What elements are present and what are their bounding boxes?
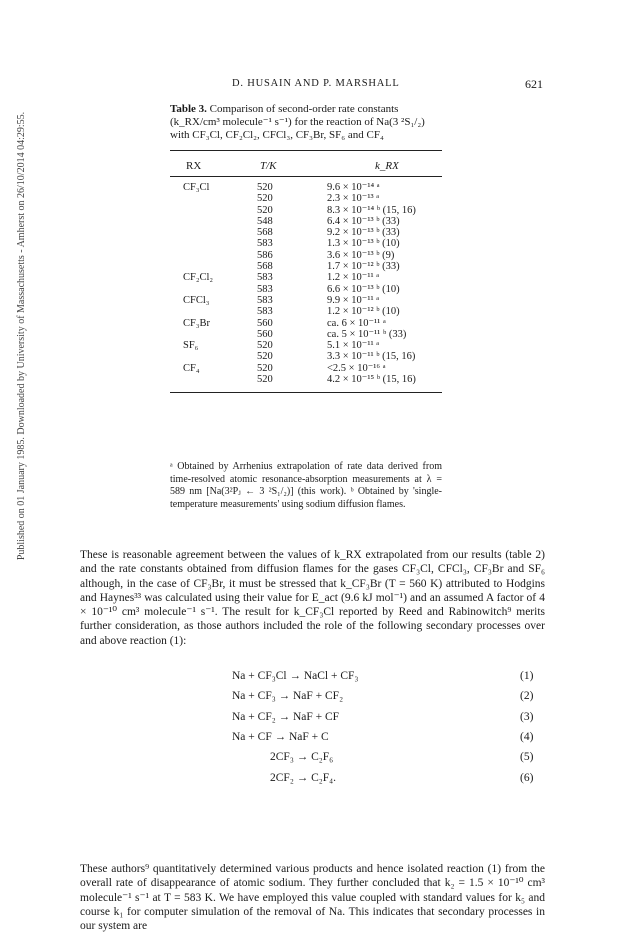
table-cell-temperature: 583 <box>257 238 273 250</box>
table-cell-temperature: 560 <box>257 328 273 340</box>
table-cell-temperature: 583 <box>257 283 273 295</box>
table-cell-rx <box>183 193 243 204</box>
table-cell-rate-constant: 9.2 × 10⁻¹³ ᵇ (33) <box>327 227 400 239</box>
table-cell-rx <box>183 227 243 238</box>
table-cell-rx <box>183 351 243 362</box>
table-cell-rate-constant: 9.9 × 10⁻¹¹ ᵃ <box>327 294 380 306</box>
equation-number: (2) <box>520 690 534 703</box>
table-cell-rate-constant: <2.5 × 10⁻¹⁶ ᵃ <box>327 362 386 374</box>
table-cell-temperature: 583 <box>257 306 273 318</box>
equation-number: (5) <box>520 751 534 764</box>
table-cell-rx: CF₃Br <box>183 317 211 329</box>
table-caption-text: Comparison of second-order rate constants (k_RX/cm³ molecule⁻¹ s⁻¹) for the reaction of Na(3 ²S₁/₂) with CF₃Cl, CF₂Cl₂, CFCl₃, CF₃Br, SF₆ and CF₄ <box>170 103 425 141</box>
table-cell-temperature: 520 <box>257 204 273 216</box>
table-cell-temperature: 520 <box>257 374 273 386</box>
table-cell-rate-constant: 1.7 × 10⁻¹² ᵇ (33) <box>327 261 400 273</box>
equation-number: (3) <box>520 710 534 723</box>
table-cell-rate-constant: 9.6 × 10⁻¹⁴ ᵃ <box>327 182 380 193</box>
equation-text: Na + CF₃Cl → NaCl + CF₃ <box>232 670 359 682</box>
table-cell-rx <box>183 261 243 272</box>
table-cell-rate-constant: 3.3 × 10⁻¹¹ ᵇ (15, 16) <box>327 351 416 363</box>
table-cell-rate-constant: 1.3 × 10⁻¹³ ᵇ (10) <box>327 238 400 250</box>
equation-text: Na + CF → NaF + C <box>232 730 329 743</box>
download-sidebar-stamp: Published on 01 January 1985. Downloaded by University of Massachusetts - Amherst on 26/10/2014 04:29:55. <box>16 111 27 561</box>
equation-text: 2CF₃ → C₂F₆ <box>270 751 334 764</box>
table-cell-rate-constant: 3.6 × 10⁻¹³ ᵇ (9) <box>327 249 395 261</box>
table-cell-rx <box>183 238 243 249</box>
table-cell-rate-constant: 4.2 × 10⁻¹⁵ ᵇ (15, 16) <box>327 374 416 386</box>
table-column-rx <box>183 182 243 385</box>
equation-number: (4) <box>520 730 534 743</box>
table-cell-rx <box>183 306 243 317</box>
equation-number: (1) <box>520 670 534 682</box>
table-column-rate-constant <box>327 182 457 385</box>
equation-text: Na + CF₂ → NaF + CF <box>232 710 340 723</box>
table-cell-rx: CFCl₃ <box>183 294 210 306</box>
table-header-rate-constant: k_RX <box>375 160 399 172</box>
table-cell-rate-constant: 6.6 × 10⁻¹³ ᵇ (10) <box>327 283 400 295</box>
table-cell-rate-constant: 1.2 × 10⁻¹¹ ᵃ <box>327 272 380 284</box>
table-cell-temperature: 586 <box>257 249 273 261</box>
table-header-rule <box>170 176 442 177</box>
table-top-rule <box>170 150 442 151</box>
table-cell-rate-constant: 6.4 × 10⁻¹³ ᵇ (33) <box>327 215 400 227</box>
table-cell-rx <box>183 329 243 340</box>
table-cell-rx <box>183 284 243 295</box>
equation-text: 2CF₂ → C₂F₄. <box>270 771 337 784</box>
table-cell-temperature: 520 <box>257 193 273 205</box>
table-cell-rx <box>183 205 243 216</box>
table-cell-rx <box>183 216 243 227</box>
table-cell-temperature: 520 <box>257 362 273 374</box>
table-bottom-rule <box>170 392 442 393</box>
table-cell-temperature: 568 <box>257 227 273 239</box>
table-cell-rx: CF₄ <box>183 362 200 374</box>
equation-number: (6) <box>520 771 534 784</box>
table-cell-rx: CF₃Cl <box>183 182 210 193</box>
paragraph-1: These is reasonable agreement between the values of k_RX extrapolated from our results (table 2) and the rate constants obtained from diffusion flames for the gases CF₃Cl, CFCl₃, CF₃Br and SF₆ although, in the case of CF₃Br, it must be stressed that k_CF₃Br (T = 560 K) attributed to Hodgins and Haynes³³ was calculated using their value for E_act (9.6 kJ mol⁻¹) and an assumed A factor of 4 × 10⁻¹⁰ cm³ molecule⁻¹ s⁻¹. The result for k_CF₃Cl reported by Reed and Rabinowitch⁹ merits further consideration, as those authors included the role of the following secondary processes over and above reaction (1): <box>80 549 545 647</box>
table-cell-rate-constant: 2.3 × 10⁻¹³ ᵃ <box>327 193 380 205</box>
table-cell-temperature: 520 <box>257 351 273 363</box>
table-header-temperature: T/K <box>260 160 277 172</box>
table-cell-rate-constant: ca. 5 × 10⁻¹¹ ᵇ (33) <box>327 328 407 340</box>
table-cell-rx <box>183 250 243 261</box>
table-footnote: ᵃ Obtained by Arrhenius extrapolation of rate data derived from time-resolved atomic resonance-absorption measurements at λ = 589 nm [Na(3²Pⱼ ← 3 ²S₁/₂)] (this work). ᵇ Obtained by 'single-temperature measurements' using sodium diffusion flames. <box>170 461 442 510</box>
table-cell-rx <box>183 374 243 385</box>
table-cell-rx: CF₂Cl₂ <box>183 272 214 284</box>
table-cell-temperature: 568 <box>257 261 273 273</box>
table-cell-temperature: 520 <box>257 182 273 193</box>
running-head: D. HUSAIN AND P. MARSHALL <box>232 78 400 89</box>
table-cell-temperature: 560 <box>257 317 273 329</box>
table-caption-label: Table 3. <box>170 103 207 115</box>
table-cell-rate-constant: ca. 6 × 10⁻¹¹ ᵃ <box>327 317 386 329</box>
table-cell-rate-constant: 1.2 × 10⁻¹² ᵇ (10) <box>327 306 400 318</box>
table-column-temperature <box>257 182 307 385</box>
table-cell-rx: SF₆ <box>183 340 199 352</box>
table-cell-temperature: 583 <box>257 294 273 306</box>
table-cell-temperature: 583 <box>257 272 273 284</box>
page-number: 621 <box>525 77 543 91</box>
table-cell-rate-constant: 8.3 × 10⁻¹⁴ ᵇ (15, 16) <box>327 204 416 216</box>
paragraph-2: These authors⁹ quantitatively determined various products and hence isolated reaction (1) from the overall rate of disappearance of atomic sodium. They further concluded that k₂ = 1.5 × 10⁻¹⁰ cm³ molecule⁻¹ s⁻¹ at T = 583 K. We have employed this value coupled with standard values for k₅ and course k₁ for computer simulation of the removal of Na. This indicates that secondary processes in our system are <box>80 863 545 933</box>
equation-text: Na + CF₃ → NaF + CF₂ <box>232 690 344 703</box>
table-cell-rate-constant: 5.1 × 10⁻¹¹ ᵃ <box>327 340 380 352</box>
table-cell-temperature: 520 <box>257 340 273 352</box>
table-caption <box>170 103 442 142</box>
table-header-rx: RX <box>186 160 202 172</box>
table-cell-temperature: 548 <box>257 215 273 227</box>
